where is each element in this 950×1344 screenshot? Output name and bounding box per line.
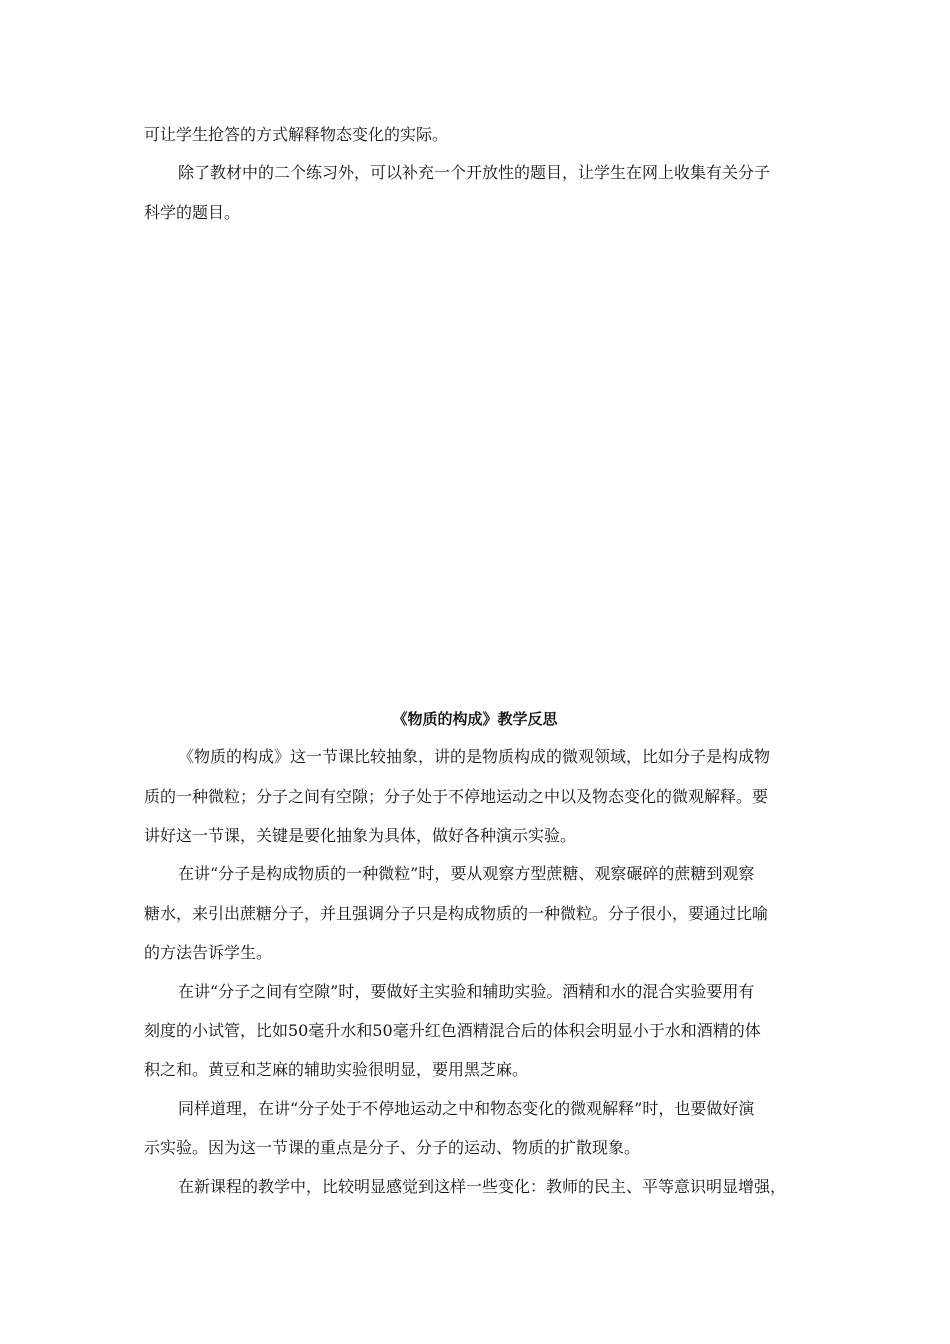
text-line: 质的一种微粒；分子之间有空隙；分子处于不停地运动之中以及物态变化的微观解释。要 (144, 787, 769, 806)
text-line: 糖水，来引出蔗糖分子，并且强调分子只是构成物质的一种微粒。分子很小，要通过比喻 (144, 904, 769, 923)
text-line: 的方法告诉学生。 (144, 943, 273, 962)
text-line: 刻度的小试管，比如50毫升水和50毫升红色酒精混合后的体积会明显小于水和酒精的体 (144, 1021, 761, 1040)
text-line: 讲好这一节课，关键是要化抽象为具体，做好各种演示实验。 (144, 826, 577, 845)
text-line: 在讲“分子之间有空隙”时，要做好主实验和辅助实验。酒精和水的混合实验要用有 (178, 982, 755, 1001)
text-line: 除了教材中的二个练习外，可以补充一个开放性的题目，让学生在网上收集有关分子 (178, 163, 771, 182)
article-title: 《物质的构成》教学反思 (392, 710, 558, 728)
text-line: 在新课程的教学中，比较明显感觉到这样一些变化：教师的民主、平等意识明显增强， (178, 1177, 787, 1196)
text-line: 积之和。黄豆和芝麻的辅助实验很明显，要用黑芝麻。 (144, 1060, 529, 1079)
text-line: 示实验。因为这一节课的重点是分子、分子的运动、物质的扩散现象。 (144, 1138, 641, 1157)
text-line: 《物质的构成》这一节课比较抽象，讲的是物质构成的微观领域，比如分子是构成物 (178, 747, 771, 766)
text-line: 可让学生抢答的方式解释物态变化的实际。 (144, 125, 449, 144)
text-line: 在讲“分子是构成物质的一种微粒”时，要从观察方型蔗糖、观察碾碎的蔗糖到观察 (178, 864, 755, 883)
text-line: 科学的题目。 (144, 203, 241, 222)
text-line: 同样道理，在讲“分子处于不停地运动之中和物态变化的微观解释”时，也要做好演 (178, 1099, 755, 1118)
